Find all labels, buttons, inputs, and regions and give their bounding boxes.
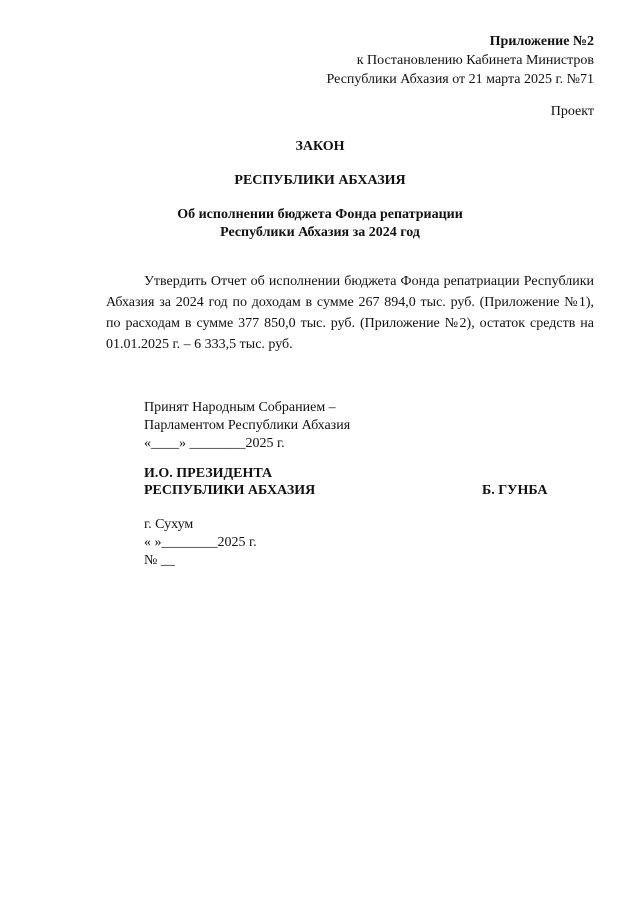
law-title: ЗАКОН (295, 139, 345, 154)
signatory-title-line-1: И.О. ПРЕЗИДЕНТА (144, 466, 273, 481)
signing-date-line: « »________2025 г. (144, 535, 257, 550)
adoption-date-line: «____» ________2025 г. (144, 436, 285, 451)
city-line: г. Сухум (144, 517, 194, 532)
adoption-line-2: Парламентом Республики Абхазия (144, 418, 351, 433)
signatory-title-line-2: РЕСПУБЛИКИ АБХАЗИЯ (144, 483, 316, 498)
body-paragraph (106, 271, 594, 355)
draft-label: Проект (550, 104, 594, 119)
body-paragraph-text: Утвердить Отчет об исполнении бюджета Фонда репатриации Республики Абхазия за 2024 год по доходам в сумме 267 894,0 тыс. руб. (Приложение №1), по расходам в сумме 377 850,0 тыс. руб. (Приложение №2), остаток средств на 01.01.2025 г. – 6 333,5 тыс. руб. (106, 274, 594, 352)
adoption-line-1: Принят Народным Собранием – (144, 400, 336, 415)
signatory-name: Б. ГУНБА (482, 483, 548, 498)
law-subject-line-2: Республики Абхазия за 2024 год (220, 225, 420, 240)
law-subject-line-1: Об исполнении бюджета Фонда репатриации (177, 207, 463, 222)
republic-title: РЕСПУБЛИКИ АБХАЗИЯ (234, 173, 406, 188)
appendix-date-line: Республики Абхазия от 21 марта 2025 г. №71 (326, 72, 594, 87)
appendix-number: Приложение №2 (489, 34, 594, 49)
document-number-line: № __ (144, 553, 175, 568)
appendix-reference-line: к Постановлению Кабинета Министров (356, 53, 594, 68)
